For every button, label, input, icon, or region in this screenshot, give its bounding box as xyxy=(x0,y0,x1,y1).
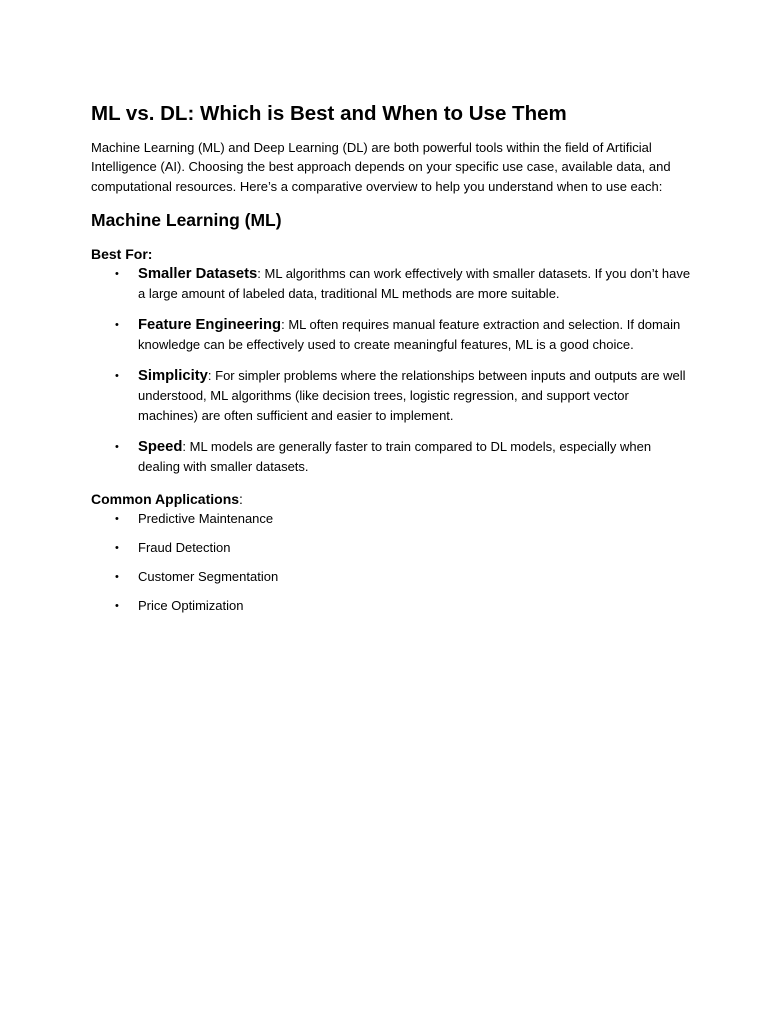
list-item-separator: : xyxy=(257,265,265,281)
best-for-list xyxy=(91,264,691,477)
list-item-separator: : xyxy=(207,367,216,383)
common-applications-label: Common Applications xyxy=(91,490,240,507)
bullet-icon: • xyxy=(115,541,119,554)
list-item-text: ML models are generally faster to train compared to DL models, especially when dealing with smaller datasets. xyxy=(138,438,652,474)
bullet-icon: • xyxy=(115,318,119,331)
bullet-icon: • xyxy=(115,369,119,382)
bullet-icon: • xyxy=(115,267,119,280)
application-label: Fraud Detection xyxy=(138,539,231,555)
intro-paragraph: Machine Learning (ML) and Deep Learning (DL) are both powerful tools within the field of Artificial Intelligence (AI). Choosing the best approach depends on your specific use case, available data, and computational resources. Here’s a comparative overview to help you understand when to use each: xyxy=(91,140,671,194)
list-item-term: Speed xyxy=(138,438,183,455)
application-label: Price Optimization xyxy=(138,597,244,613)
list-item-term: Smaller Datasets xyxy=(138,265,258,282)
document-body xyxy=(91,100,691,625)
bullet-icon: • xyxy=(115,599,119,612)
list-item-text: ML algorithms can work effectively with smaller datasets. If you don’t have a large amount of labeled data, traditional ML methods are more suitable. xyxy=(138,265,691,301)
list-item xyxy=(91,538,691,558)
list-item xyxy=(91,437,691,477)
bullet-icon: • xyxy=(115,570,119,583)
best-for-heading: Best For: xyxy=(91,245,153,262)
list-item xyxy=(91,315,691,355)
list-item-separator: : xyxy=(281,316,289,332)
document-title: ML vs. DL: Which is Best and When to Use Them xyxy=(91,102,567,125)
list-item-term: Feature Engineering xyxy=(138,316,282,333)
list-item-text: For simpler problems where the relationships between inputs and outputs are well understood, ML algorithms (like decision trees, logistic regression, and support vector machines) are often sufficient and easier to implement. xyxy=(138,367,686,423)
application-label: Customer Segmentation xyxy=(138,568,279,584)
list-item-separator: : xyxy=(182,438,190,454)
application-label: Predictive Maintenance xyxy=(138,510,274,526)
list-item-text: ML often requires manual feature extraction and selection. If domain knowledge can be effectively used to create meaningful features, ML is a good choice. xyxy=(138,316,681,352)
common-applications-heading xyxy=(91,489,691,509)
list-item xyxy=(91,366,691,426)
list-item xyxy=(91,567,691,587)
applications-list xyxy=(91,509,691,616)
list-item xyxy=(91,509,691,529)
common-applications-colon: : xyxy=(239,490,243,507)
bullet-icon: • xyxy=(115,512,119,525)
list-item-term: Simplicity xyxy=(138,367,208,384)
section-heading-ml: Machine Learning (ML) xyxy=(91,209,282,230)
list-item xyxy=(91,264,691,304)
list-item xyxy=(91,596,691,616)
bullet-icon: • xyxy=(115,440,119,453)
